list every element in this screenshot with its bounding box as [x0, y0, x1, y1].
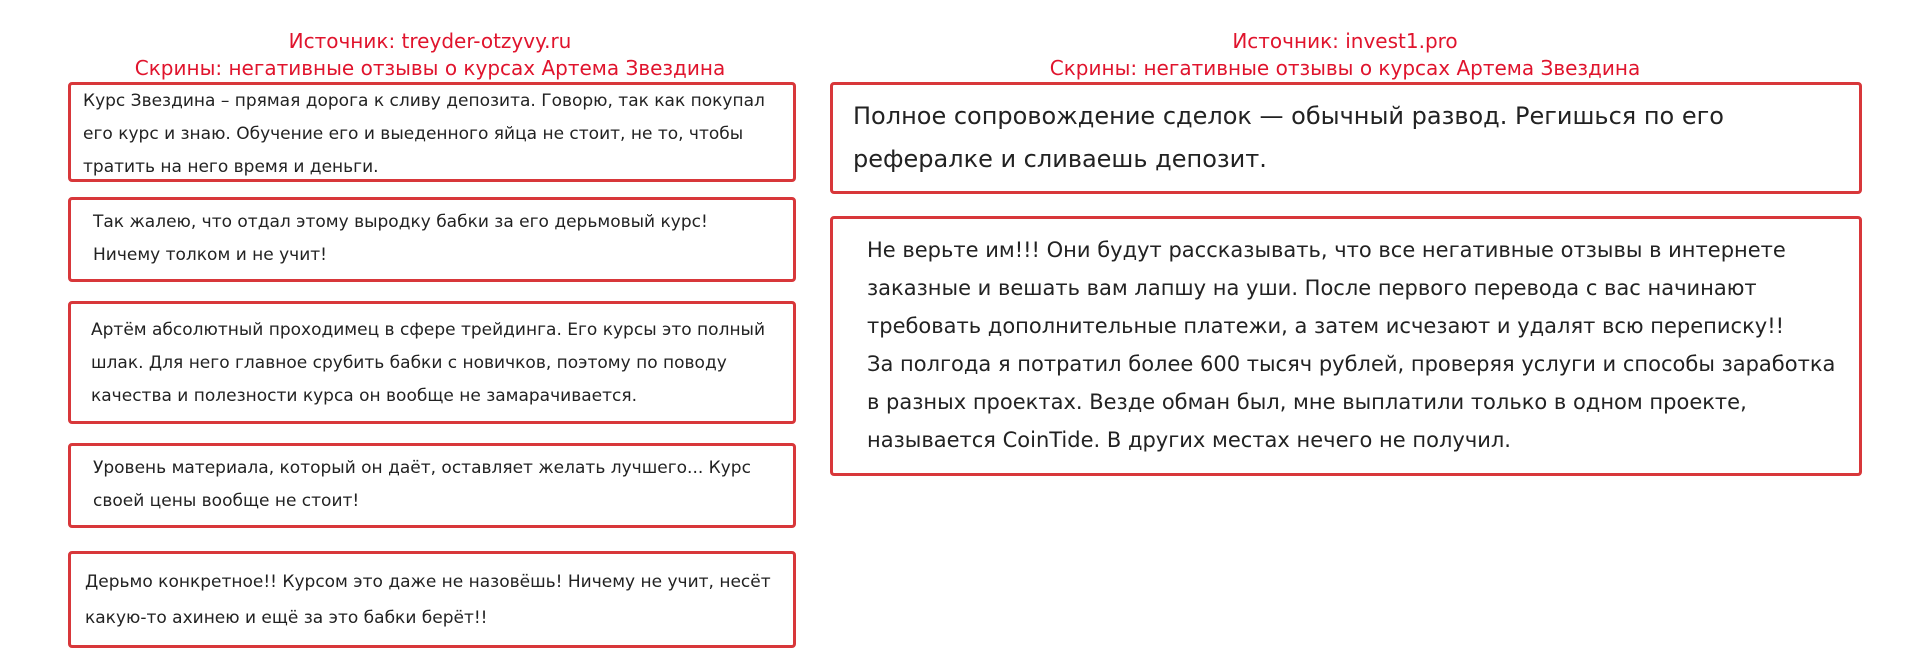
review-text: Уровень материала, который он даёт, оставляет желать лучшего... Курс своей цены вообще не стоит!: [93, 458, 751, 511]
left-review-card-3: [68, 301, 796, 424]
right-subtitle-caption: Скрины: негативные отзывы о курсах Артема Звездина: [1049, 56, 1641, 80]
review-text: Дерьмо конкретное!! Курсом это даже не назовёшь! Ничему не учит, несёт какую-то ахинею и ещё за это бабки берёт!!: [85, 572, 771, 628]
left-review-card-4: [68, 443, 796, 528]
left-review-card-2: [68, 197, 796, 282]
left-source-caption: Источник: treyder-otzyvy.ru: [288, 29, 572, 53]
left-review-card-1: [68, 82, 796, 182]
review-text: Не верьте им!!! Они будут рассказывать, что все негативные отзывы в интернете заказные и вешать вам лапшу на уши. После первого перевода с вас начинают требовать дополнительные платежи, а затем исчезают и удалят всю переписку!! За полгода я потратил более 600 тысяч рублей, проверяя услуги и способы заработка в разных проектах. Везде обман был, мне выплатили только в одном проекте, называется CoinTide. В других местах нечего не получил.: [867, 238, 1836, 452]
right-source-caption: Источник: invest1.pro: [1232, 29, 1458, 53]
right-review-card-1: [830, 82, 1862, 194]
review-text: Артём абсолютный проходимец в сфере трейдинга. Его курсы это полный шлак. Для него главное срубить бабки с новичков, поэтому по поводу качества и полезности курса он вообще не замарачивается.: [91, 320, 766, 406]
left-subtitle-caption: Скрины: негативные отзывы о курсах Артема Звездина: [134, 56, 726, 80]
review-text: Курс Звездина – прямая дорога к сливу депозита. Говорю, так как покупал его курс и знаю. Обучение его и выеденного яйца не стоит, не то, чтобы тратить на него время и деньги.: [83, 91, 765, 177]
right-review-card-2: [830, 216, 1862, 476]
review-text: Полное сопровождение сделок — обычный развод. Регишься по его рефералке и сливаешь депозит.: [853, 102, 1724, 173]
left-review-card-5: [68, 551, 796, 648]
review-text: Так жалею, что отдал этому выродку бабки за его дерьмовый курс! Ничему толком и не учит!: [93, 212, 708, 265]
